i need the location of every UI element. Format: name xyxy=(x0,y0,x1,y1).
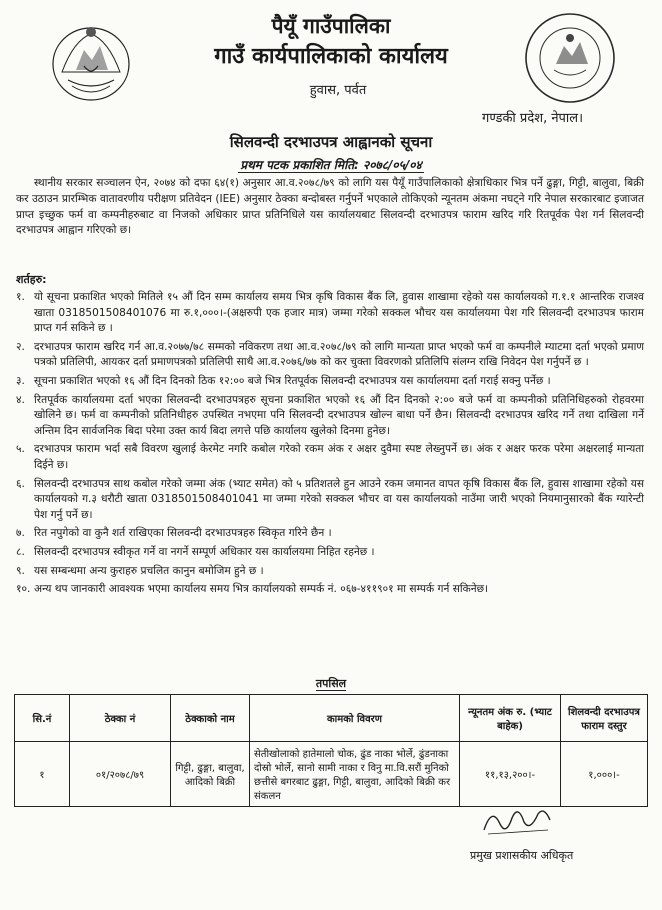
condition-item xyxy=(16,340,644,371)
condition-item xyxy=(16,526,644,542)
condition-number: ७. xyxy=(16,527,25,540)
condition-text: रितपूर्वक कार्यालयमा दर्ता भएका सिलवन्दी दरभाउपत्रहरु सूचना प्रकाशित भएको १६ औं दिन दिनको २:०० बजे फर्म वा कम्पनीको प्रतिनिधिहरुको रोहवरमा खोलिने छ। फर्म वा कम्पनीको प्रतिनिधीहरु उपस्थित नभएमा पनि सिलवन्दी दरभाउपत्र खोल्न बाधा पर्ने छैन। सिलवन्दी दरभाउपत्र खरिद गर्ने तथा दाखिला गर्ने अन्तिम दिन सार्वजनिक बिदा परेमा उक्त कार्य बिदा लगत्ते पछि कार्यालय खुलेको दिनमा हुनेछ। xyxy=(34,393,644,437)
schedule-title-text: तपसिल xyxy=(315,677,347,690)
condition-number: १०. xyxy=(16,583,31,596)
schedule-table xyxy=(14,694,648,807)
cell-form-fee: १,०००।- xyxy=(561,742,648,807)
published-date xyxy=(0,156,662,173)
schedule-title xyxy=(0,676,662,691)
table-header-row xyxy=(15,695,648,742)
col-header-description: कामको विवरण xyxy=(250,695,460,742)
col-header-contract-no: ठेक्का नं xyxy=(70,695,171,742)
condition-item xyxy=(16,374,644,390)
condition-text: दरभाउपत्र फाराम खरिद गर्न आ.व.२०७७/७८ सम्मको नविकरण तथा आ.व.२०७८/७९ को लागि मान्यता प्राप्त भएको फर्म वा कम्पनीले म्याटमा दर्ता भएको प्रमाण पत्रको प्रतिलिपी, आयकर दर्ता प्रमाणपत्रको प्रतिलिपी साथै आ.व.२०७६/७७ को कर चुक्ता विवरणको प्रतिलिपि संलग्न राखि निवेदन पेश गर्नुपर्ने छ । xyxy=(34,340,644,369)
signature-mark xyxy=(478,800,558,840)
condition-item xyxy=(16,442,644,473)
condition-number: १. xyxy=(16,291,25,303)
conditions-heading: शर्तहरु: xyxy=(16,273,47,286)
col-header-contract-name: ठेक्काको नाम xyxy=(171,695,250,742)
officer-title: प्रमुख प्रशासकीय अधिकृत xyxy=(470,849,574,862)
condition-number: ४. xyxy=(16,393,25,406)
condition-text: अन्य थप जानकारी आवश्यक भएमा कार्यालय समय भित्र कार्यालयको सम्पर्क नं. ०६७-४११९०१ मा सम्पर्क गर्न सकिनेछ। xyxy=(34,583,489,596)
condition-number: ९. xyxy=(16,564,25,577)
table-row xyxy=(15,742,648,807)
condition-text: यो सूचना प्रकाशित भएको मितिले १५ औं दिन सम्म कार्यालय समय भित्र कृषि विकास बैंक लि, हुवास शाखामा रहेको यस कार्यालयको ग.१.१ आन्तरिक राजश्व खाता 0318501508401076 मा रु.१,०००।-(अक्षरुपी एक हजार मात्र) जम्मा गरेको सक्कल भौचर यस कार्यालयमा पेश गरि सिलवन्दी दरभाउपत्र फाराम प्राप्त गर्न सकिने छ । xyxy=(34,291,644,335)
conditions-list xyxy=(16,290,644,601)
condition-number: ३. xyxy=(16,374,25,387)
col-header-form-fee: शिलवन्दी दरभाउपत्र फाराम दस्तुर xyxy=(561,695,648,742)
municipality-name: पैयूँ गाउँपालिका xyxy=(271,14,391,38)
condition-number: ५. xyxy=(16,443,25,456)
office-address: हुवास, पर्वत xyxy=(309,83,367,98)
condition-item xyxy=(16,393,644,440)
condition-item xyxy=(16,545,644,561)
condition-text: दरभाउपत्र फाराम भर्दा सबै विवरण खुलाई केरमेट नगरि कबोल गरेको रकम अंक र अक्षर दुवैमा स्पष्ट लेख्नुपर्ने छ। अंक र अक्षर फरक परेमा अक्षरलाई मान्यता दिईने छ। xyxy=(34,443,644,471)
condition-text: सिलवन्दी दरभाउपत्र साथ कबोल गरेको जम्मा अंक (भ्याट समेत) को ५ प्रतिशतले हुन आउने रकम जमानत वापत कृषि विकास बैंक लि, हुवास शाखामा रहेको यस कार्यालयको ग.३ धरौटी खाता 0318501508401041 मा जम्मा गरेको सक्कल भौचर वा यस कार्यालयको नाउँमा जारी भएको नियमानुसारको बैंक ग्यारेन्टी पेश गर्नु पर्ने छ। xyxy=(34,477,644,521)
condition-text: यस सम्बन्धमा अन्य कुराहरु प्रचलित कानुन बमोजिम हुने छ । xyxy=(34,564,264,577)
condition-text: सूचना प्रकाशित भएको १६ औं दिन दिनको ठिक १२:०० बजे भित्र रितपूर्वक सिलवन्दी दरभाउपत्र यस कार्यालयमा दर्ता गराई सक्नु पर्नेछ । xyxy=(34,374,551,387)
cell-description: सेतीखोलाको हातेमालो चोक, ढुंड नाका भोर्ले, ढुंडनाका दोस्रो भोर्ले, सानो सामी नाका र विनु मा.वि.सरौं मुनिको छत्तीसे बगरबाट ढुङ्गा, गिट्टी, बालुवा, आदिको बिक्री कर संकलन xyxy=(250,742,460,807)
notice-title: सिलवन्दी दरभाउपत्र आह्वानको सूचना xyxy=(229,133,433,151)
cell-sn: १ xyxy=(15,742,70,807)
condition-text: रित नपुगेको वा कुनै शर्त राखिएका सिलवन्दी दरभाउपत्रहरु स्विकृत गरिने छैन । xyxy=(34,527,332,540)
condition-item xyxy=(16,582,644,598)
cell-contract-name: गिट्टी, ढुङ्गा, बालुवा, आदिको बिक्री xyxy=(171,742,250,807)
office-name: गाउँ कार्यपालिकाको कार्यालय xyxy=(214,44,448,69)
condition-item xyxy=(16,477,644,524)
office-seal-stamp xyxy=(520,8,620,108)
condition-item xyxy=(16,564,644,580)
col-header-sn: सि.नं xyxy=(15,695,70,742)
intro-paragraph: स्थानीय सरकार सञ्चालन ऐन, २०७४ को दफा ६४(१) अनुसार आ.व.२०७८/७९ को लागि यस पैयूँ गाउँपालिकाको क्षेत्राधिकार भित्र पर्ने ढुङ्गा, गिट्टी, बालुवा, बिक्री कर उठाउन प्रारम्भिक वातावरणीय परीक्षण प्रतिवेदन (IEE) अनुसार ठेक्का बन्दोबस्त गर्नुपर्ने भएकाले तोकिएको न्यूनतम अंकमा नघट्ने गरि नेपाल सरकारबाट इजाजत प्राप्त इच्छुक फर्म वा कम्पनीहरुबाट वा निजको अधिकार प्राप्त प्रतिनिधिले यस कार्यालयबाट सिलवन्दी दरभाउपत्र फाराम खरिद गरि रितपूर्वक पेश गर्न सिलवन्दी दरभाउपत्र आह्वान गरिएको छ। xyxy=(16,177,644,237)
condition-text: सिलवन्दी दरभाउपत्र स्वीकृत गर्ने वा नगर्ने सम्पूर्ण अधिकार यस कार्यालयमा निहित रहनेछ । xyxy=(34,545,375,558)
condition-item xyxy=(16,290,644,337)
cell-contract-no: ०१/२०७८/७९ xyxy=(70,742,171,807)
condition-number: २. xyxy=(16,340,25,353)
condition-number: ६. xyxy=(16,477,25,490)
published-date-text: प्रथम पटक प्रकाशित मिति: २०७८/०५/०४ xyxy=(240,158,422,172)
col-header-min-amount: न्यूनतम अंक रु. (भ्याट बाहेक) xyxy=(460,695,561,742)
province-name: गण्डकी प्रदेश, नेपाल। xyxy=(482,111,584,126)
cell-min-amount: ११,१३,२००।- xyxy=(460,742,561,807)
condition-number: ८. xyxy=(16,545,25,558)
